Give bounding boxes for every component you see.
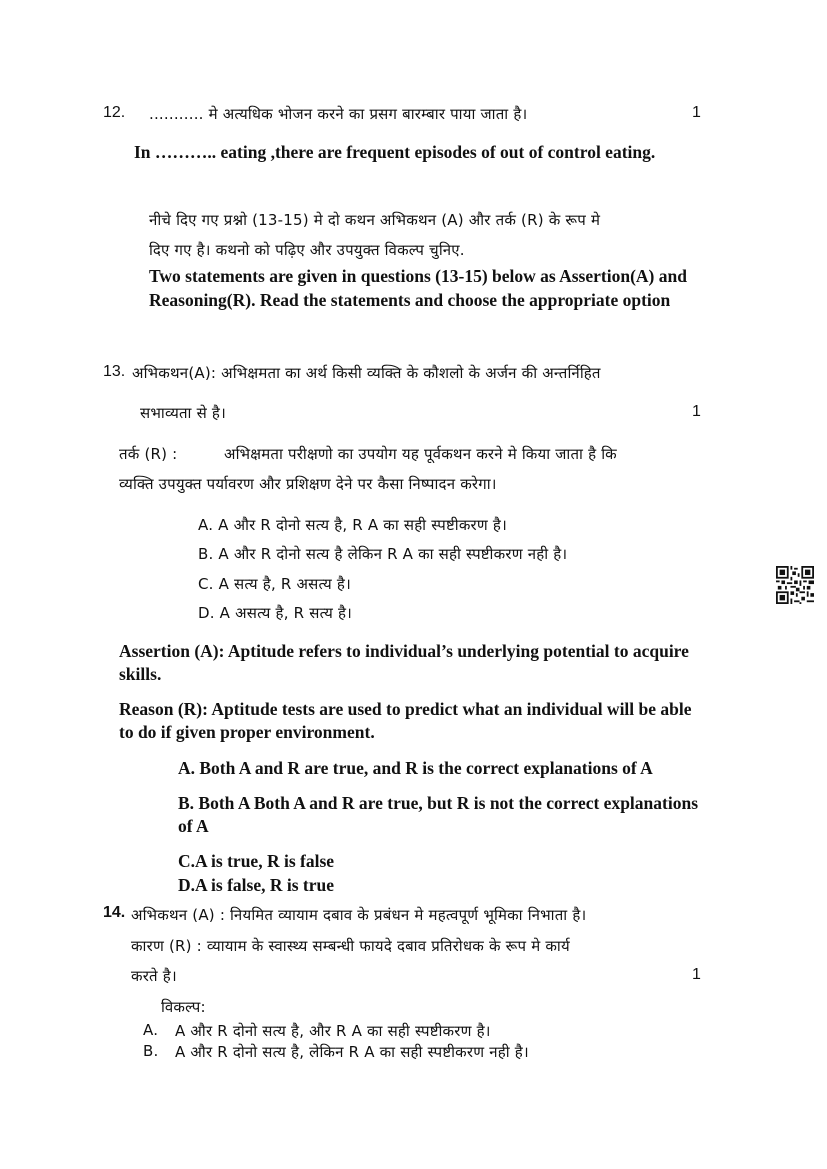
q14-option-b-text: A और R दोनो सत्य है, लेकिन R A का सही स्पष्टीकरण नही है। <box>175 1043 529 1061</box>
q14-marks: 1 <box>692 966 701 983</box>
q13-option-hindi-b: B. A और R दोनो सत्य है लेकिन R A का सही स्पष्टीकरण नही है। <box>198 545 568 563</box>
q13-option-en-a: A. Both A and R are true, and R is the correct explanations of A <box>178 758 653 778</box>
q13-option-en-d: D.A is false, R is true <box>178 875 335 895</box>
instructions-hindi-line1: नीचे दिए गए प्रश्नो (13-15) मे दो कथन अभिकथन (A) और तर्क (R) के रूप मे <box>149 211 601 229</box>
q13-marks: 1 <box>692 403 701 420</box>
q13-assertion-hindi-line1: अभिकथन(A): अभिक्षमता का अर्थ किसी व्यक्ति के कौशलो के अर्जन की अन्तर्निहित <box>132 364 601 382</box>
q12-hindi-text: ........... मे अत्यधिक भोजन करने का प्रसग बारम्बार पाया जाता है। <box>149 105 528 123</box>
q14-assertion-hindi: अभिकथन (A) : नियमित व्यायाम दबाव के प्रबंधन मे महत्वपूर्ण भूमिका निभाता है। <box>131 906 587 924</box>
q14-option-a-text: A और R दोनो सत्य है, और R A का सही स्पष्टीकरण है। <box>175 1022 491 1040</box>
q13-number: 13. <box>103 363 126 380</box>
qr-code-icon <box>776 566 814 604</box>
q12-marks: 1 <box>692 104 701 121</box>
q14-number: 14. <box>103 904 126 921</box>
q13-option-hindi-c: C. A सत्य है, R असत्य है। <box>198 575 351 593</box>
q13-reason-en-line2: to do if given proper environment. <box>119 722 375 742</box>
q13-option-en-b-cont: of A <box>178 816 209 836</box>
q14-option-a-letter: A. <box>143 1021 159 1039</box>
q13-reason-hindi-line2: व्यक्ति उपयुक्त पर्यावरण और प्रशिक्षण देने पर कैसा निष्पादन करेगा। <box>119 475 497 493</box>
q13-option-en-c: C.A is true, R is false <box>178 851 335 871</box>
q13-reason-en-line1: Reason (R): Aptitude tests are used to predict what an individual will be able <box>119 699 692 719</box>
instructions-english-line1: Two statements are given in questions (13-15) below as Assertion(A) and <box>149 266 687 286</box>
q14-option-b-letter: B. <box>143 1042 159 1060</box>
instructions-hindi-line2: दिए गए है। कथनो को पढ़िए और उपयुक्त विकल्प चुनिए. <box>149 241 465 259</box>
q13-assertion-hindi-line2: सभाव्यता से है। <box>140 404 226 422</box>
q14-reason-hindi-line2: करते है। <box>131 967 177 985</box>
q13-assertion-en-line1: Assertion (A): Aptitude refers to individual’s underlying potential to acquire <box>119 641 689 661</box>
q13-option-en-b: B. Both A Both A and R are true, but R is not the correct explanations <box>178 793 699 813</box>
q13-reason-hindi-line1: अभिक्षमता परीक्षणो का उपयोग यह पूर्वकथन करने मे किया जाता है कि <box>224 445 617 463</box>
q12-english-text: In ……….. eating ,there are frequent episodes of out of control eating. <box>134 142 656 162</box>
q13-assertion-en-line2: skills. <box>119 664 162 684</box>
q14-options-label: विकल्प: <box>161 998 206 1016</box>
q14-reason-hindi-line1: कारण (R) : व्यायाम के स्वास्थ्य सम्बन्धी फायदे दबाव प्रतिरोधक के रूप मे कार्य <box>131 937 570 955</box>
q13-option-hindi-a: A. A और R दोनो सत्य है, R A का सही स्पष्टीकरण है। <box>198 516 507 534</box>
q12-number: 12. <box>103 104 126 121</box>
instructions-english-line2: Reasoning(R). Read the statements and choose the appropriate option <box>149 290 671 310</box>
q13-reason-label-hindi: तर्क (R) : <box>119 445 178 463</box>
q13-option-hindi-d: D. A असत्य है, R सत्य है। <box>198 604 353 622</box>
